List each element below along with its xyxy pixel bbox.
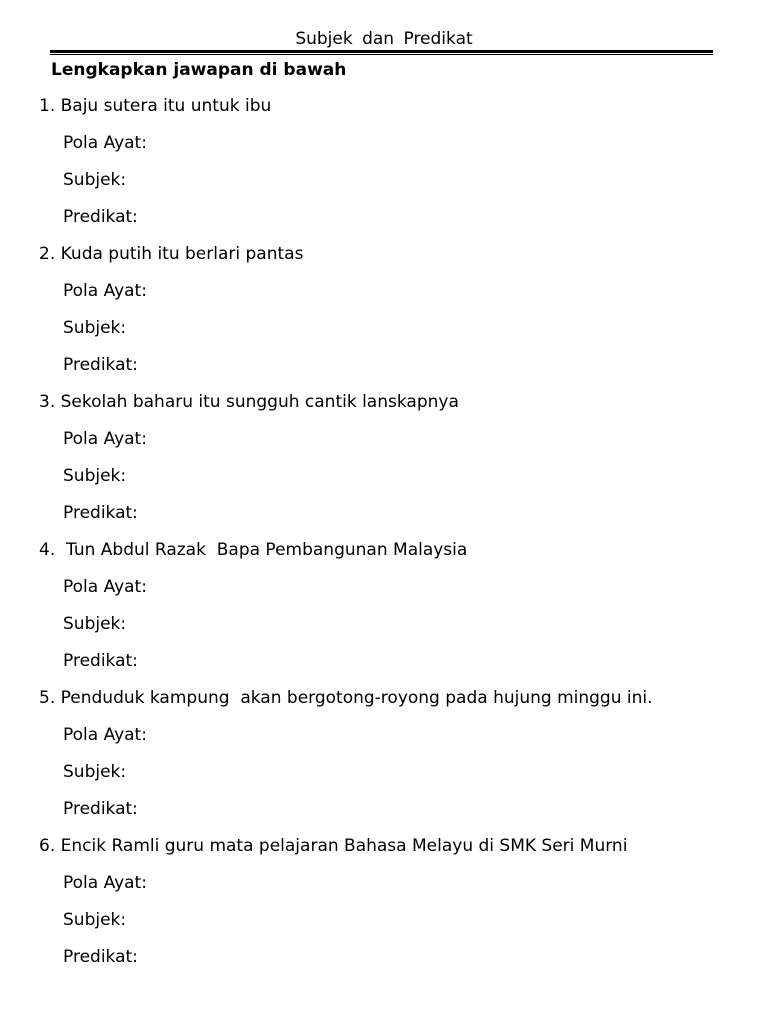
pola-ayat-label: Pola Ayat:: [63, 429, 147, 449]
question-text: 1. Baju sutera itu untuk ibu: [39, 96, 272, 116]
subjek-label: Subjek:: [63, 910, 127, 930]
question-1: [39, 94, 739, 242]
pola-ayat-label: Pola Ayat:: [63, 577, 147, 597]
predikat-label: Predikat:: [63, 503, 138, 523]
question-text: 3. Sekolah baharu itu sungguh cantik lanskapnya: [39, 392, 459, 412]
predikat-label: Predikat:: [63, 355, 138, 375]
pola-ayat-label: Pola Ayat:: [63, 873, 147, 893]
subjek-label: Subjek:: [63, 466, 127, 486]
question-list: [39, 94, 739, 982]
header-divider: [50, 50, 713, 56]
subjek-label: Subjek:: [63, 170, 127, 190]
header-divider-thick: [50, 50, 713, 53]
question-6: [39, 834, 739, 982]
pola-ayat-label: Pola Ayat:: [63, 725, 147, 745]
header-divider-thin: [50, 54, 713, 55]
subjek-label: Subjek:: [63, 614, 127, 634]
page-title: Subjek dan Predikat: [295, 29, 473, 49]
question-text: 4. Tun Abdul Razak Bapa Pembangunan Malaysia: [39, 540, 468, 560]
subjek-label: Subjek:: [63, 318, 127, 338]
pola-ayat-label: Pola Ayat:: [63, 281, 147, 301]
question-text: 2. Kuda putih itu berlari pantas: [39, 244, 304, 264]
subjek-label: Subjek:: [63, 762, 127, 782]
predikat-label: Predikat:: [63, 207, 138, 227]
question-2: [39, 242, 739, 390]
predikat-label: Predikat:: [63, 947, 138, 967]
predikat-label: Predikat:: [63, 651, 138, 671]
instruction-heading: Lengkapkan jawapan di bawah: [51, 60, 347, 80]
pola-ayat-label: Pola Ayat:: [63, 133, 147, 153]
predikat-label: Predikat:: [63, 799, 138, 819]
question-text: 6. Encik Ramli guru mata pelajaran Bahasa Melayu di SMK Seri Murni: [39, 836, 628, 856]
question-4: [39, 538, 739, 686]
question-5: [39, 686, 739, 834]
question-3: [39, 390, 739, 538]
question-text: 5. Penduduk kampung akan bergotong-royong pada hujung minggu ini.: [39, 688, 653, 708]
